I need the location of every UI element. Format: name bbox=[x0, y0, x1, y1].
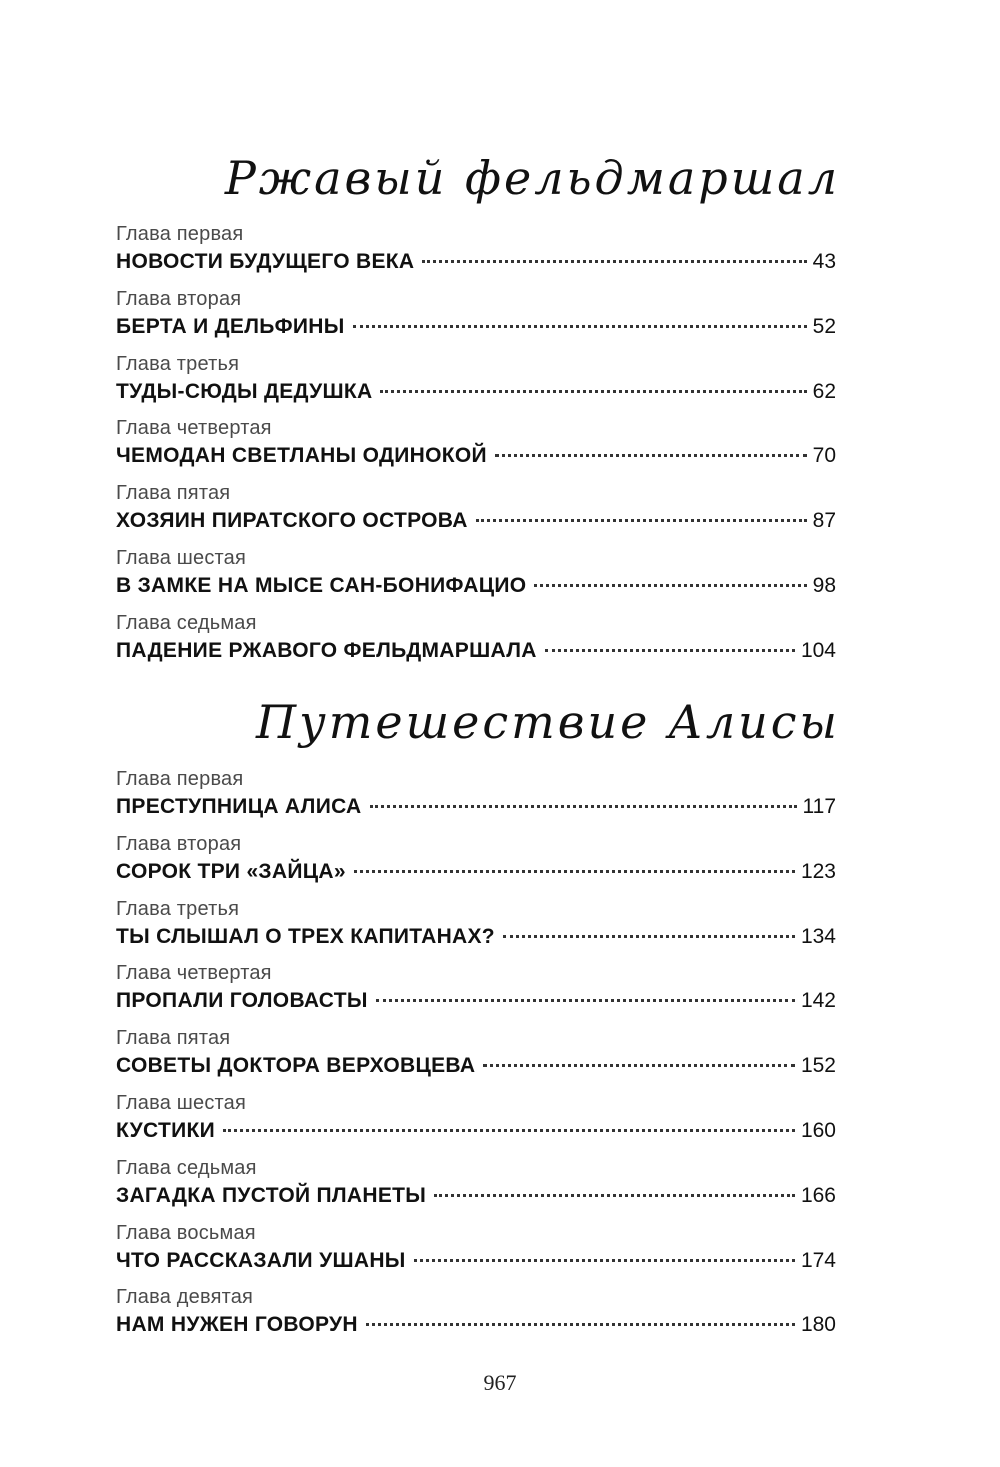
chapter-label: Глава первая bbox=[116, 223, 244, 245]
chapter-label: Глава пятая bbox=[116, 482, 231, 505]
chapter-label: Глава третья bbox=[116, 352, 240, 375]
section-title: Ржавый фельдмаршал bbox=[224, 151, 840, 205]
chapter-label: Глава девятая bbox=[116, 1286, 254, 1309]
chapter-label: Глава шестая bbox=[116, 546, 247, 569]
dot-leader bbox=[354, 870, 795, 873]
entry-title: НОВОСТИ БУДУЩЕГО ВЕКА bbox=[116, 250, 415, 273]
dot-leader bbox=[503, 935, 795, 938]
entry-title: ТУДЫ-СЮДЫ ДЕДУШКА bbox=[116, 379, 373, 403]
entry-page-number: 180 bbox=[800, 1313, 836, 1337]
toc-list bbox=[116, 221, 836, 675]
entry-page-number: 87 bbox=[812, 509, 836, 533]
chapter-label: Глава седьмая bbox=[116, 611, 257, 634]
toc-entry[interactable] bbox=[116, 960, 836, 1025]
entry-title: НАМ НУЖЕН ГОВОРУН bbox=[116, 1313, 358, 1337]
entry-title: КУСТИКИ bbox=[116, 1118, 215, 1142]
toc-entry[interactable] bbox=[116, 1220, 836, 1285]
toc-entry[interactable] bbox=[116, 831, 836, 896]
dot-leader bbox=[223, 1129, 795, 1132]
dot-leader bbox=[434, 1194, 795, 1197]
chapter-label: Глава вторая bbox=[116, 287, 242, 310]
dot-leader bbox=[353, 325, 807, 328]
entry-page-number: 174 bbox=[800, 1248, 836, 1272]
entry-title: ЗАГАДКА ПУСТОЙ ПЛАНЕТЫ bbox=[116, 1183, 427, 1207]
entry-page-number: 160 bbox=[800, 1118, 836, 1142]
entry-row bbox=[116, 986, 836, 1016]
entry-page-number: 98 bbox=[812, 573, 836, 597]
entry-page-number: 142 bbox=[800, 989, 836, 1013]
dot-leader bbox=[545, 649, 795, 652]
entry-page-number: 152 bbox=[800, 1054, 836, 1078]
toc-entry[interactable] bbox=[116, 415, 836, 480]
chapter-label: Глава третья bbox=[116, 897, 240, 920]
dot-leader bbox=[483, 1064, 795, 1067]
dot-leader bbox=[366, 1323, 795, 1326]
chapter-label: Глава пятая bbox=[116, 1027, 231, 1050]
section-title: Путешествие Алисы bbox=[255, 695, 840, 749]
entry-row bbox=[116, 1310, 836, 1340]
entry-page-number: 134 bbox=[800, 924, 836, 948]
entry-title: ЧТО РАССКАЗАЛИ УШАНЫ bbox=[116, 1248, 406, 1272]
chapter-label: Глава седьмая bbox=[116, 1156, 257, 1179]
toc-entry[interactable] bbox=[116, 1025, 836, 1090]
entry-title: СОВЕТЫ ДОКТОРА ВЕРХОВЦЕВА bbox=[116, 1054, 476, 1078]
entry-page-number: 43 bbox=[812, 250, 836, 273]
entry-row bbox=[116, 571, 836, 601]
entry-title: ПРЕСТУПНИЦА АЛИСА bbox=[116, 795, 362, 818]
chapter-label: Глава вторая bbox=[116, 832, 242, 855]
toc-entry[interactable] bbox=[116, 480, 836, 545]
toc-entry[interactable] bbox=[116, 545, 836, 610]
dot-leader bbox=[380, 390, 806, 393]
entry-title: ПРОПАЛИ ГОЛОВАСТЫ bbox=[116, 989, 368, 1013]
entry-row bbox=[116, 636, 836, 666]
entry-title: БЕРТА И ДЕЛЬФИНЫ bbox=[116, 314, 345, 338]
dot-leader bbox=[376, 999, 795, 1002]
entry-row bbox=[116, 247, 836, 277]
entry-page-number: 123 bbox=[800, 859, 836, 883]
toc-list bbox=[116, 766, 836, 1349]
toc-entry[interactable] bbox=[116, 351, 836, 416]
entry-row bbox=[116, 441, 836, 471]
entry-row bbox=[116, 377, 836, 407]
entry-page-number: 70 bbox=[812, 444, 836, 468]
entry-row bbox=[116, 312, 836, 342]
chapter-label: Глава восьмая bbox=[116, 1221, 256, 1244]
entry-title: ПАДЕНИЕ РЖАВОГО ФЕЛЬДМАРШАЛА bbox=[116, 638, 537, 662]
chapter-label: Глава первая bbox=[116, 768, 244, 790]
entry-row bbox=[116, 1246, 836, 1276]
entry-title: СОРОК ТРИ «ЗАЙЦА» bbox=[116, 859, 346, 883]
toc-entry[interactable] bbox=[116, 221, 836, 286]
dot-leader bbox=[476, 519, 807, 522]
entry-page-number: 52 bbox=[812, 314, 836, 338]
chapter-label: Глава четвертая bbox=[116, 962, 272, 985]
dot-leader bbox=[534, 584, 806, 587]
entry-page-number: 104 bbox=[800, 638, 836, 662]
toc-entry[interactable] bbox=[116, 896, 836, 961]
chapter-label: Глава шестая bbox=[116, 1091, 247, 1114]
toc-entry[interactable] bbox=[116, 610, 836, 675]
dot-leader bbox=[495, 454, 807, 457]
entry-title: ТЫ СЛЫШАЛ О ТРЕХ КАПИТАНАХ? bbox=[116, 924, 495, 948]
entry-title: ЧЕМОДАН СВЕТЛАНЫ ОДИНОКОЙ bbox=[116, 444, 487, 468]
entry-row bbox=[116, 1051, 836, 1081]
toc-entry[interactable] bbox=[116, 1155, 836, 1220]
dot-leader bbox=[370, 805, 797, 808]
entry-row bbox=[116, 792, 836, 822]
entry-page-number: 62 bbox=[812, 379, 836, 403]
toc-entry[interactable] bbox=[116, 1090, 836, 1155]
toc-entry[interactable] bbox=[116, 1284, 836, 1349]
entry-row bbox=[116, 857, 836, 887]
entry-row bbox=[116, 506, 836, 536]
chapter-label: Глава четвертая bbox=[116, 417, 272, 440]
entry-page-number: 117 bbox=[802, 795, 836, 818]
entry-title: ХОЗЯИН ПИРАТСКОГО ОСТРОВА bbox=[116, 509, 468, 533]
entry-row bbox=[116, 1116, 836, 1146]
entry-row bbox=[116, 1181, 836, 1211]
entry-page-number: 166 bbox=[800, 1183, 836, 1207]
entry-row bbox=[116, 922, 836, 952]
page-number: 967 bbox=[483, 1370, 517, 1395]
toc-entry[interactable] bbox=[116, 766, 836, 831]
dot-leader bbox=[414, 1259, 795, 1262]
dot-leader bbox=[422, 260, 806, 263]
entry-title: В ЗАМКЕ НА МЫСЕ САН-БОНИФАЦИО bbox=[116, 573, 527, 597]
toc-entry[interactable] bbox=[116, 286, 836, 351]
